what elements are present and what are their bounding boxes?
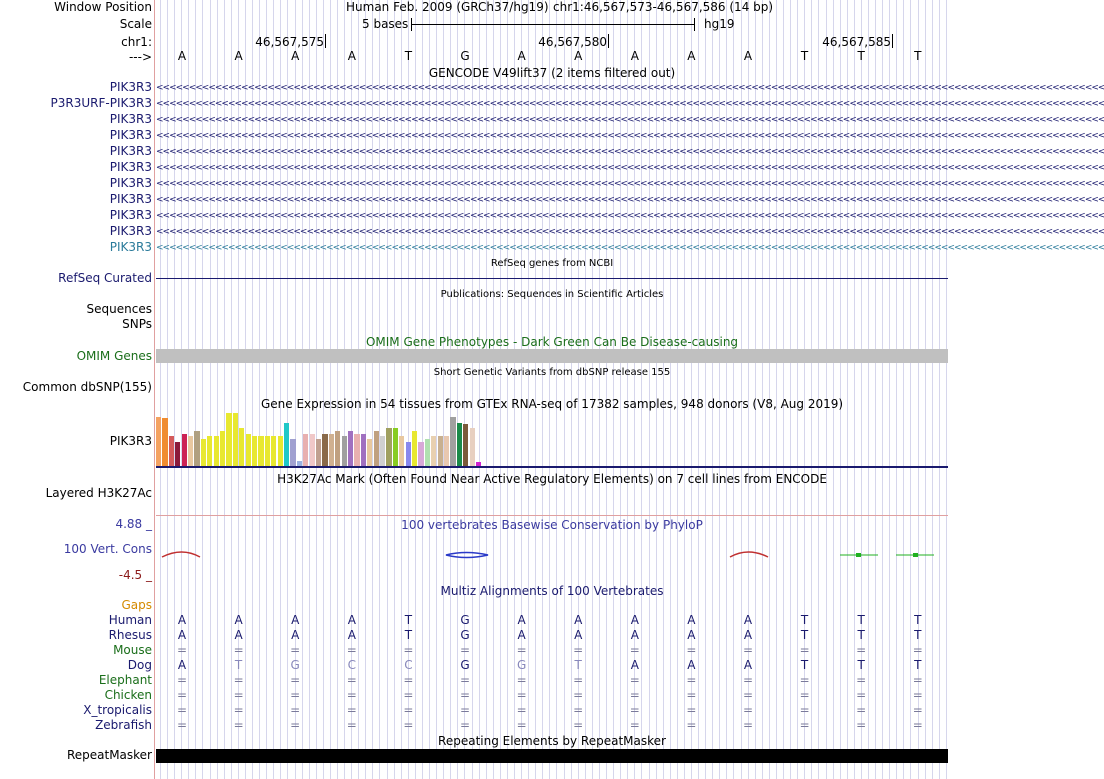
omim-label[interactable]: OMIM Genes bbox=[76, 349, 152, 363]
gencode-gene-feature[interactable]: <<<<<<<<<<<<<<<<<<<<<<<<<<<<<<<<<<<<<<<<<<<<<<<<<<<<<<<<<<<<<<<<<<<<<<<<<<<<<<<<<<<<<<<<<<<<<<<<<<<<<<<<<<<<<<<<<<<<<<<<<<<<<<<<<<<<<<<<<<<<<<<<< bbox=[156, 163, 1104, 173]
gtex-baseline bbox=[156, 466, 948, 468]
phylop-ymin: -4.5 _ bbox=[118, 568, 152, 582]
gtex-bar-chart[interactable] bbox=[156, 412, 536, 466]
gtex-gene-label[interactable]: PIK3R3 bbox=[109, 434, 152, 448]
repeatmasker-label[interactable]: RepeatMasker bbox=[66, 748, 152, 762]
gtex-tissue-bar[interactable] bbox=[278, 436, 283, 466]
alignment-base: C bbox=[347, 658, 356, 672]
base-letter: T bbox=[800, 49, 809, 63]
refseq-feature-line[interactable] bbox=[156, 278, 948, 279]
alignment-base: = bbox=[742, 688, 754, 702]
alignment-base: = bbox=[573, 673, 584, 687]
gencode-gene-feature[interactable]: <<<<<<<<<<<<<<<<<<<<<<<<<<<<<<<<<<<<<<<<<<<<<<<<<<<<<<<<<<<<<<<<<<<<<<<<<<<<<<<<<<<<<<<<<<<<<<<<<<<<<<<<<<<<<<<<<<<<<<<<<<<<<<<<<<<<<<<<<<<<<<<<< bbox=[156, 83, 1104, 93]
alignment-base: = bbox=[686, 688, 697, 702]
multiz-gaps-label[interactable]: Gaps bbox=[121, 598, 152, 612]
alignment-base: = bbox=[686, 718, 697, 732]
gencode-gene-feature[interactable]: <<<<<<<<<<<<<<<<<<<<<<<<<<<<<<<<<<<<<<<<<<<<<<<<<<<<<<<<<<<<<<<<<<<<<<<<<<<<<<<<<<<<<<<<<<<<<<<<<<<<<<<<<<<<<<<<<<<<<<<<<<<<<<<<<<<<<<<<<<<<<<<<< bbox=[156, 179, 1104, 189]
alignment-base: = bbox=[912, 688, 923, 702]
assembly-name[interactable]: Human Feb. 2009 (GRCh37/hg19) bbox=[346, 0, 549, 14]
tick-label: 46,567,575 bbox=[255, 35, 324, 49]
h3k27ac-baseline bbox=[156, 515, 948, 516]
publications-label-line2[interactable]: SNPs bbox=[122, 317, 152, 331]
gtex-tissue-bar[interactable] bbox=[406, 442, 411, 466]
alignment-base: = bbox=[742, 673, 754, 687]
alignment-base: G bbox=[460, 658, 470, 672]
alignment-base: = bbox=[403, 718, 414, 732]
gtex-tissue-bar[interactable] bbox=[418, 442, 423, 466]
publications-label-line1[interactable]: Sequences bbox=[86, 302, 152, 316]
alignment-base: A bbox=[291, 613, 300, 627]
gencode-gene-label[interactable]: PIK3R3 bbox=[109, 192, 152, 206]
alignment-base: = bbox=[742, 703, 754, 717]
tick-mark bbox=[608, 34, 609, 48]
alignment-base: G bbox=[516, 658, 527, 672]
base-letter: A bbox=[177, 49, 187, 63]
alignment-base: = bbox=[346, 718, 357, 732]
alignment-base: = bbox=[912, 703, 923, 717]
gtex-tissue-bar[interactable] bbox=[335, 431, 340, 466]
alignment-base: = bbox=[233, 688, 244, 702]
alignment-base: = bbox=[573, 643, 584, 657]
alignment-base: = bbox=[912, 643, 923, 657]
gtex-tissue-bar[interactable] bbox=[310, 434, 315, 466]
base-letter: A bbox=[517, 49, 526, 63]
base-letter: A bbox=[574, 49, 583, 63]
gtex-tissue-bar[interactable] bbox=[182, 434, 187, 466]
alignment-base: = bbox=[912, 718, 923, 732]
alignment-base: = bbox=[290, 643, 301, 657]
alignment-base: = bbox=[403, 673, 414, 687]
base-letter: A bbox=[347, 49, 356, 63]
gtex-tissue-bar[interactable] bbox=[214, 436, 219, 466]
gtex-tissue-bar[interactable] bbox=[265, 436, 270, 466]
alignment-base: = bbox=[573, 718, 584, 732]
gtex-tissue-bar[interactable] bbox=[233, 413, 238, 466]
alignment-base: T bbox=[914, 658, 922, 672]
scale-db: hg19 bbox=[704, 17, 735, 31]
gencode-gene-label[interactable]: PIK3R3 bbox=[109, 224, 152, 238]
gencode-gene-feature[interactable]: <<<<<<<<<<<<<<<<<<<<<<<<<<<<<<<<<<<<<<<<<<<<<<<<<<<<<<<<<<<<<<<<<<<<<<<<<<<<<<<<<<<<<<<<<<<<<<<<<<<<<<<<<<<<<<<<<<<<<<<<<<<<<<<<<<<<<<<<<<<<<<<<< bbox=[156, 195, 1104, 205]
gencode-gene-feature[interactable]: <<<<<<<<<<<<<<<<<<<<<<<<<<<<<<<<<<<<<<<<<<<<<<<<<<<<<<<<<<<<<<<<<<<<<<<<<<<<<<<<<<<<<<<<<<<<<<<<<<<<<<<<<<<<<<<<<<<<<<<<<<<<<<<<<<<<<<<<<<<<<<<<< bbox=[156, 99, 1104, 109]
alignment-base: = bbox=[629, 643, 640, 657]
base-letter: T bbox=[857, 49, 865, 63]
alignment-base: A bbox=[630, 613, 639, 627]
gencode-gene-feature[interactable]: <<<<<<<<<<<<<<<<<<<<<<<<<<<<<<<<<<<<<<<<<<<<<<<<<<<<<<<<<<<<<<<<<<<<<<<<<<<<<<<<<<<<<<<<<<<<<<<<<<<<<<<<<<<<<<<<<<<<<<<<<<<<<<<<<<<<<<<<<<<<<<<<< bbox=[156, 115, 1104, 125]
gtex-tissue-bar[interactable] bbox=[380, 436, 385, 466]
multiz-species-label[interactable]: Human bbox=[108, 613, 152, 627]
gencode-gene-feature[interactable]: <<<<<<<<<<<<<<<<<<<<<<<<<<<<<<<<<<<<<<<<<<<<<<<<<<<<<<<<<<<<<<<<<<<<<<<<<<<<<<<<<<<<<<<<<<<<<<<<<<<<<<<<<<<<<<<<<<<<<<<<<<<<<<<<<<<<<<<<<<<<<<<<< bbox=[156, 211, 1104, 221]
alignment-base: = bbox=[799, 718, 810, 732]
alignment-base: = bbox=[290, 703, 301, 717]
gtex-tissue-bar[interactable] bbox=[175, 442, 180, 466]
alignment-base: A bbox=[743, 613, 753, 627]
alignment-base: = bbox=[459, 703, 471, 717]
gencode-gene-label[interactable]: PIK3R3 bbox=[109, 240, 152, 254]
gencode-gene-label[interactable]: PIK3R3 bbox=[109, 208, 152, 222]
base-letter: A bbox=[743, 49, 753, 63]
gtex-tissue-bar[interactable] bbox=[284, 423, 289, 466]
base-letter: A bbox=[630, 49, 639, 63]
base-letter: T bbox=[914, 49, 922, 63]
alignment-base: A bbox=[517, 613, 526, 627]
gtex-tissue-bar[interactable] bbox=[431, 436, 436, 466]
alignment-base: G bbox=[290, 658, 300, 672]
alignment-base: T bbox=[800, 628, 809, 642]
gtex-tissue-bar[interactable] bbox=[367, 439, 372, 466]
alignment-base: A bbox=[517, 628, 526, 642]
gtex-tissue-bar[interactable] bbox=[194, 431, 199, 466]
alignment-base: = bbox=[799, 673, 810, 687]
alignment-base: = bbox=[290, 673, 301, 687]
alignment-base: A bbox=[743, 628, 753, 642]
alignment-base: C bbox=[404, 658, 413, 672]
alignment-base: T bbox=[857, 628, 865, 642]
gtex-tissue-bar[interactable] bbox=[438, 436, 443, 466]
multiz-species-label[interactable]: Elephant bbox=[98, 673, 152, 687]
multiz-species-label[interactable]: Chicken bbox=[104, 688, 152, 702]
gtex-tissue-bar[interactable] bbox=[271, 436, 276, 466]
alignment-base: = bbox=[856, 688, 867, 702]
alignment-base: = bbox=[799, 703, 810, 717]
alignment-base: T bbox=[857, 658, 865, 672]
alignment-base: = bbox=[290, 688, 301, 702]
gencode-gene-feature[interactable]: <<<<<<<<<<<<<<<<<<<<<<<<<<<<<<<<<<<<<<<<<<<<<<<<<<<<<<<<<<<<<<<<<<<<<<<<<<<<<<<<<<<<<<<<<<<<<<<<<<<<<<<<<<<<<<<<<<<<<<<<<<<<<<<<<<<<<<<<<<<<<<<<< bbox=[156, 147, 1104, 157]
alignment-base: T bbox=[574, 658, 582, 672]
gtex-tissue-bar[interactable] bbox=[463, 424, 468, 466]
alignment-base: = bbox=[629, 688, 640, 702]
multiz-track-title[interactable]: Multiz Alignments of 100 Vertebrates bbox=[440, 584, 664, 598]
window-position-label: Window Position bbox=[54, 0, 152, 14]
alignment-base: A bbox=[687, 628, 696, 642]
alignment-base: = bbox=[403, 703, 414, 717]
scale-value: 5 bases bbox=[362, 17, 409, 31]
multiz-species-label[interactable]: X_tropicalis bbox=[83, 703, 152, 717]
alignment-base: = bbox=[629, 718, 640, 732]
alignment-base: A bbox=[574, 628, 583, 642]
refseq-track-title[interactable]: RefSeq genes from NCBI bbox=[490, 258, 614, 269]
gtex-tissue-bar[interactable] bbox=[348, 431, 353, 466]
alignment-base: T bbox=[914, 613, 922, 627]
gtex-tissue-bar[interactable] bbox=[470, 428, 475, 466]
tick-label: 46,567,585 bbox=[822, 35, 891, 49]
alignment-base: A bbox=[630, 628, 639, 642]
base-letter: G bbox=[460, 49, 470, 63]
gtex-tissue-bar[interactable] bbox=[303, 434, 308, 466]
alignment-base: = bbox=[459, 673, 471, 687]
multiz-species-label[interactable]: Zebrafish bbox=[95, 718, 152, 732]
gtex-tissue-bar[interactable] bbox=[329, 434, 334, 466]
alignment-base: = bbox=[516, 703, 527, 717]
alignment-base: = bbox=[459, 643, 471, 657]
alignment-base: A bbox=[743, 658, 753, 672]
gtex-track-title[interactable]: Gene Expression in 54 tissues from GTEx RNA-seq of 17382 samples, 948 donors (V8, Aug 2019) bbox=[260, 397, 844, 411]
alignment-base: T bbox=[234, 658, 243, 672]
alignment-base: = bbox=[912, 673, 923, 687]
gtex-tissue-bar[interactable] bbox=[258, 436, 263, 466]
alignment-base: = bbox=[233, 673, 244, 687]
multiz-species-label[interactable]: Dog bbox=[127, 658, 152, 672]
alignment-base: A bbox=[234, 628, 243, 642]
gtex-tissue-bar[interactable] bbox=[207, 436, 212, 466]
alignment-base: = bbox=[459, 718, 471, 732]
alignment-base: T bbox=[914, 628, 922, 642]
gtex-tissue-bar[interactable] bbox=[386, 428, 391, 466]
alignment-base: = bbox=[799, 688, 810, 702]
gencode-track-title[interactable]: GENCODE V49lift37 (2 items filtered out) bbox=[428, 66, 676, 80]
alignment-base: A bbox=[234, 613, 243, 627]
publications-track-title[interactable]: Publications: Sequences in Scientific Articles bbox=[440, 289, 664, 300]
omim-track-title[interactable]: OMIM Gene Phenotypes - Dark Green Can Be Disease-causing bbox=[365, 335, 739, 349]
gencode-gene-label[interactable]: PIK3R3 bbox=[109, 176, 152, 190]
alignment-base: A bbox=[177, 628, 187, 642]
gtex-tissue-bar[interactable] bbox=[290, 439, 295, 466]
gtex-tissue-bar[interactable] bbox=[156, 417, 161, 466]
alignment-base: = bbox=[516, 688, 527, 702]
alignment-base: = bbox=[573, 703, 584, 717]
base-letter: T bbox=[404, 49, 413, 63]
chrom-label: chr1: bbox=[121, 35, 152, 49]
alignment-base: = bbox=[346, 673, 357, 687]
alignment-base: = bbox=[686, 673, 697, 687]
alignment-base: = bbox=[403, 688, 414, 702]
gencode-gene-label[interactable]: PIK3R3 bbox=[109, 144, 152, 158]
gtex-tissue-bar[interactable] bbox=[354, 434, 359, 466]
gtex-tissue-bar[interactable] bbox=[393, 428, 398, 466]
gtex-tissue-bar[interactable] bbox=[169, 436, 174, 466]
alignment-base: = bbox=[686, 703, 697, 717]
gencode-gene-label[interactable]: P3R3URF-PIK3R3 bbox=[50, 96, 152, 110]
alignment-base: T bbox=[857, 613, 865, 627]
alignment-base: = bbox=[856, 703, 867, 717]
alignment-base: T bbox=[404, 613, 413, 627]
h3k27ac-track-title[interactable]: H3K27Ac Mark (Often Found Near Active Regulatory Elements) on 7 cell lines from ENCODE bbox=[277, 472, 827, 486]
tick-mark bbox=[892, 34, 893, 48]
alignment-base: = bbox=[290, 718, 301, 732]
gtex-tissue-bar[interactable] bbox=[457, 423, 462, 466]
alignment-base: = bbox=[176, 673, 188, 687]
gtex-tissue-bar[interactable] bbox=[162, 418, 167, 466]
base-letter: A bbox=[291, 49, 300, 63]
gtex-tissue-bar[interactable] bbox=[444, 436, 449, 466]
gtex-tissue-bar[interactable] bbox=[342, 436, 347, 466]
omim-feature-bar[interactable] bbox=[156, 349, 948, 363]
gencode-gene-label[interactable]: PIK3R3 bbox=[109, 112, 152, 126]
base-letter: A bbox=[234, 49, 243, 63]
alignment-base: A bbox=[347, 613, 356, 627]
alignment-base: = bbox=[516, 643, 527, 657]
dbsnp-track-title[interactable]: Short Genetic Variants from dbSNP release 155 bbox=[433, 367, 671, 378]
gtex-tissue-bar[interactable] bbox=[246, 434, 251, 466]
gtex-tissue-bar[interactable] bbox=[226, 413, 231, 466]
alignment-base: = bbox=[516, 718, 527, 732]
multiz-species-label[interactable]: Rhesus bbox=[108, 628, 152, 642]
gencode-gene-label[interactable]: PIK3R3 bbox=[109, 128, 152, 142]
alignment-base: = bbox=[346, 703, 357, 717]
alignment-base: = bbox=[799, 643, 810, 657]
tick-mark bbox=[325, 34, 326, 48]
gtex-tissue-bar[interactable] bbox=[252, 436, 257, 466]
alignment-base: T bbox=[800, 658, 809, 672]
alignment-base: = bbox=[346, 643, 357, 657]
phylop-wiggle[interactable] bbox=[156, 549, 948, 561]
alignment-base: = bbox=[403, 643, 414, 657]
dbsnp-label[interactable]: Common dbSNP(155) bbox=[22, 380, 152, 394]
gencode-gene-label[interactable]: PIK3R3 bbox=[109, 80, 152, 94]
gtex-tissue-bar[interactable] bbox=[412, 431, 417, 466]
alignment-base: A bbox=[177, 658, 187, 672]
alignment-base: = bbox=[629, 703, 640, 717]
multiz-species-label[interactable]: Mouse bbox=[113, 643, 152, 657]
phylop-label[interactable]: 100 Vert. Cons bbox=[63, 542, 152, 556]
gtex-tissue-bar[interactable] bbox=[322, 434, 327, 466]
gtex-tissue-bar[interactable] bbox=[201, 439, 206, 466]
refseq-label[interactable]: RefSeq Curated bbox=[58, 271, 152, 285]
repeatmasker-feature-bar[interactable] bbox=[156, 749, 948, 763]
alignment-base: G bbox=[460, 628, 470, 642]
scale-label: Scale bbox=[119, 17, 152, 31]
phylop-ymax: 4.88 _ bbox=[115, 517, 152, 531]
gtex-tissue-bar[interactable] bbox=[425, 439, 430, 466]
label-divider bbox=[154, 0, 155, 779]
alignment-base: = bbox=[176, 643, 188, 657]
phylop-track-title[interactable]: 100 vertebrates Basewise Conservation by PhyloP bbox=[401, 518, 703, 532]
alignment-base: A bbox=[291, 628, 300, 642]
gtex-tissue-bar[interactable] bbox=[220, 431, 225, 466]
alignment-base: G bbox=[460, 613, 470, 627]
alignment-base: = bbox=[233, 643, 244, 657]
alignment-base: T bbox=[404, 628, 413, 642]
alignment-base: A bbox=[687, 613, 696, 627]
alignment-base: = bbox=[516, 673, 527, 687]
base-letter: A bbox=[687, 49, 696, 63]
alignment-base: = bbox=[346, 688, 357, 702]
alignment-base: = bbox=[573, 688, 584, 702]
gtex-tissue-bar[interactable] bbox=[239, 428, 244, 466]
alignment-base: = bbox=[686, 643, 697, 657]
strand-label: ---> bbox=[128, 50, 152, 64]
gencode-gene-label[interactable]: PIK3R3 bbox=[109, 160, 152, 174]
gtex-tissue-bar[interactable] bbox=[316, 439, 321, 466]
h3k27ac-label[interactable]: Layered H3K27Ac bbox=[45, 486, 152, 500]
alignment-base: = bbox=[459, 688, 471, 702]
gtex-tissue-bar[interactable] bbox=[399, 436, 404, 466]
alignment-base: A bbox=[177, 613, 187, 627]
gtex-tissue-bar[interactable] bbox=[188, 436, 193, 466]
repeatmasker-track-title[interactable]: Repeating Elements by RepeatMasker bbox=[438, 734, 666, 748]
alignment-base: = bbox=[742, 718, 754, 732]
alignment-base: T bbox=[800, 613, 809, 627]
alignment-base: A bbox=[574, 613, 583, 627]
alignment-base: = bbox=[856, 643, 867, 657]
alignment-base: = bbox=[629, 673, 640, 687]
position-readout[interactable]: chr1:46,567,573-46,567,586 (14 bp) bbox=[553, 0, 774, 14]
alignment-base: A bbox=[347, 628, 356, 642]
gtex-tissue-bar[interactable] bbox=[374, 431, 379, 466]
alignment-base: A bbox=[687, 658, 696, 672]
alignment-base: = bbox=[856, 718, 867, 732]
alignment-base: = bbox=[233, 718, 244, 732]
alignment-base: = bbox=[856, 673, 867, 687]
gencode-gene-feature[interactable]: <<<<<<<<<<<<<<<<<<<<<<<<<<<<<<<<<<<<<<<<<<<<<<<<<<<<<<<<<<<<<<<<<<<<<<<<<<<<<<<<<<<<<<<<<<<<<<<<<<<<<<<<<<<<<<<<<<<<<<<<<<<<<<<<<<<<<<<<<<<<<<<<< bbox=[156, 243, 1104, 253]
alignment-base: A bbox=[630, 658, 639, 672]
gencode-gene-feature[interactable]: <<<<<<<<<<<<<<<<<<<<<<<<<<<<<<<<<<<<<<<<<<<<<<<<<<<<<<<<<<<<<<<<<<<<<<<<<<<<<<<<<<<<<<<<<<<<<<<<<<<<<<<<<<<<<<<<<<<<<<<<<<<<<<<<<<<<<<<<<<<<<<<<< bbox=[156, 227, 1104, 237]
gtex-tissue-bar[interactable] bbox=[361, 434, 366, 466]
alignment-base: = bbox=[176, 688, 188, 702]
alignment-base: = bbox=[233, 703, 244, 717]
alignment-base: = bbox=[176, 703, 188, 717]
scale-bar bbox=[411, 17, 695, 32]
tick-label: 46,567,580 bbox=[538, 35, 607, 49]
gtex-tissue-bar[interactable] bbox=[450, 417, 455, 466]
alignment-base: = bbox=[176, 718, 188, 732]
alignment-base: = bbox=[742, 643, 754, 657]
gencode-gene-feature[interactable]: <<<<<<<<<<<<<<<<<<<<<<<<<<<<<<<<<<<<<<<<<<<<<<<<<<<<<<<<<<<<<<<<<<<<<<<<<<<<<<<<<<<<<<<<<<<<<<<<<<<<<<<<<<<<<<<<<<<<<<<<<<<<<<<<<<<<<<<<<<<<<<<<< bbox=[156, 131, 1104, 141]
